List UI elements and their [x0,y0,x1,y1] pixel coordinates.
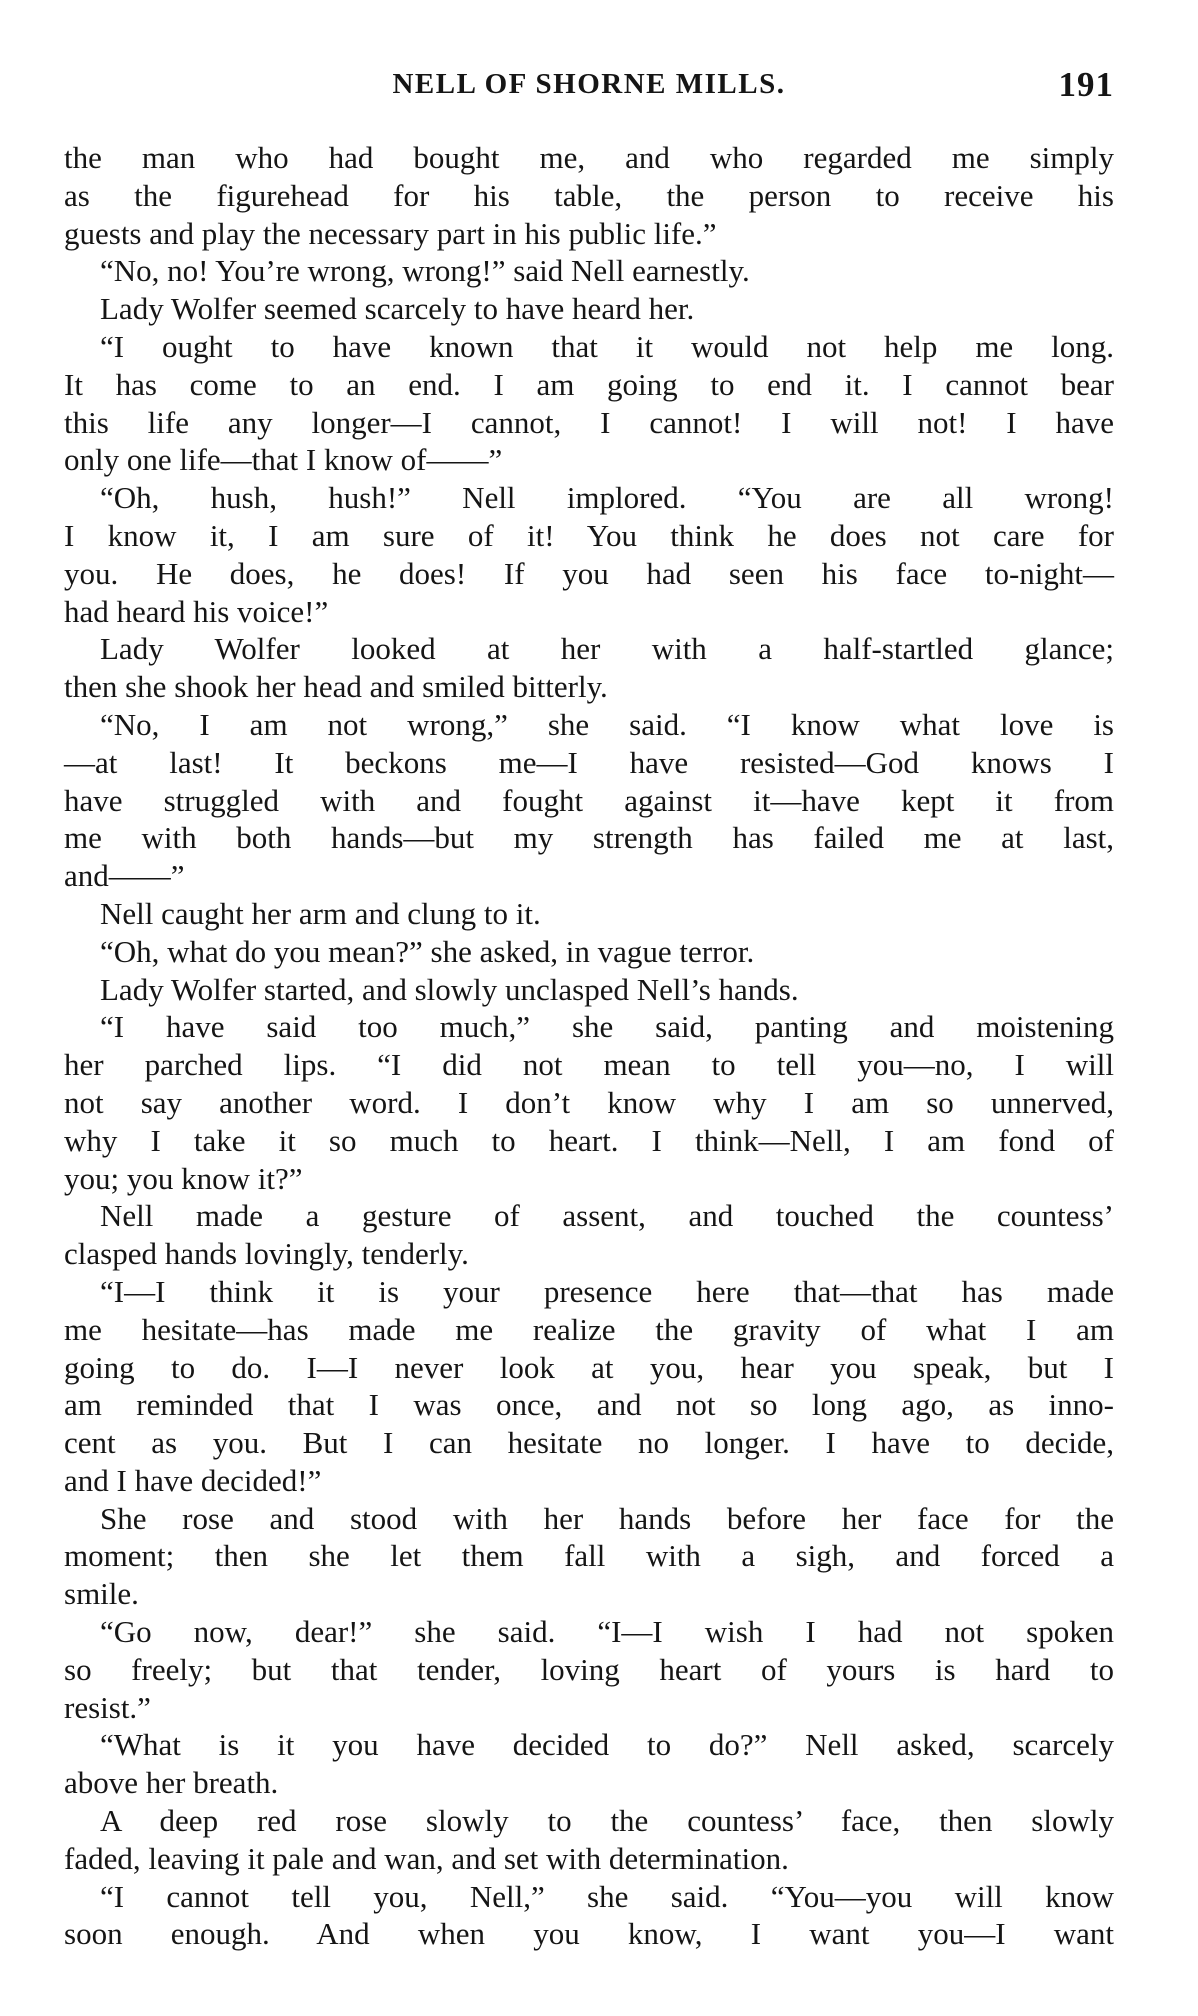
text-line: then she shook her head and smiled bitterly. [64,669,608,705]
text-line: above her breath. [64,1765,279,1801]
text-line: going to do. I—I never look at you, hear you speak, but I [64,1349,1114,1385]
text-line: I know it, I am sure of it! You think he does not care for [64,517,1114,553]
text-line: her parched lips. “I did not mean to tell you—no, I will [64,1047,1114,1083]
text-line: “Oh, what do you mean?” she asked, in vague terror. [100,933,755,969]
text-line: and——” [64,858,185,894]
text-line: guests and play the necessary part in his public life.” [64,215,717,251]
text-line: Lady Wolfer looked at her with a half-startled glance; [100,631,1114,667]
text-line: resist.” [64,1689,151,1725]
text-line: moment; then she let them fall with a sigh, and forced a [64,1538,1114,1574]
text-line: “I have said too much,” she said, panting and moistening [100,1009,1114,1045]
text-line: Lady Wolfer started, and slowly unclasped Nell’s hands. [100,971,799,1007]
text-line: me hesitate—has made me realize the gravity of what I am [64,1311,1114,1347]
text-line: you; you know it?” [64,1160,303,1196]
text-line: “Oh, hush, hush!” Nell implored. “You are all wrong! [100,480,1114,516]
text-line: am reminded that I was once, and not so long ago, as inno- [64,1387,1114,1423]
text-line: only one life—that I know of——” [64,442,503,478]
text-line: Nell caught her arm and clung to it. [100,895,541,931]
running-head [64,65,1114,112]
running-title: NELL OF SHORNE MILLS. [392,68,786,100]
text-line: —at last! It beckons me—I have resisted—God knows I [64,744,1114,780]
text-line: clasped hands lovingly, tenderly. [64,1236,469,1272]
text-line: so freely; but that tender, loving heart of yours is hard to [64,1651,1114,1687]
text-line: the man who had bought me, and who regarded me simply [64,140,1114,175]
text-line: “Go now, dear!” she said. “I—I wish I had not spoken [100,1614,1114,1650]
text-line: this life any longer—I cannot, I cannot! I will not! I have [64,404,1114,440]
text-line: “No, I am not wrong,” she said. “I know what love is [100,706,1114,742]
text-line: faded, leaving it pale and wan, and set with determination. [64,1840,789,1876]
text-line: It has come to an end. I am going to end it. I cannot bear [64,366,1114,402]
text-line: me with both hands—but my strength has failed me at last, [64,820,1114,856]
text-line: have struggled with and fought against it—have kept it from [64,782,1114,818]
text-line: A deep red rose slowly to the countess’ face, then slowly [100,1803,1114,1839]
text-line: why I take it so much to heart. I think—Nell, I am fond of [64,1122,1114,1158]
text-line: “I cannot tell you, Nell,” she said. “You—you will know [100,1878,1114,1914]
text-line: cent as you. But I can hesitate no longer. I have to decide, [64,1425,1114,1461]
text-line: “No, no! You’re wrong, wrong!” said Nell earnestly. [100,253,750,289]
text-line: you. He does, he does! If you had seen his face to-night— [64,555,1114,591]
text-line: and I have decided!” [64,1462,322,1498]
text-line: Lady Wolfer seemed scarcely to have heard her. [100,291,695,327]
text-line: “I ought to have known that it would not help me long. [100,328,1114,364]
body-text [64,139,1114,1953]
text-line: Nell made a gesture of assent, and touched the countess’ [100,1198,1114,1234]
text-line: not say another word. I don’t know why I am so unnerved, [64,1084,1114,1120]
text-line: She rose and stood with her hands before her face for the [100,1500,1114,1536]
page-number: 191 [1058,65,1114,104]
text-line: “What is it you have decided to do?” Nell asked, scarcely [100,1727,1114,1763]
text-line: soon enough. And when you know, I want you—I want [64,1916,1114,1952]
text-line: smile. [64,1576,139,1612]
text-line: had heard his voice!” [64,593,329,629]
text-line: as the figurehead for his table, the person to receive his [64,177,1114,213]
text-line: “I—I think it is your presence here that—that has made [100,1273,1114,1309]
